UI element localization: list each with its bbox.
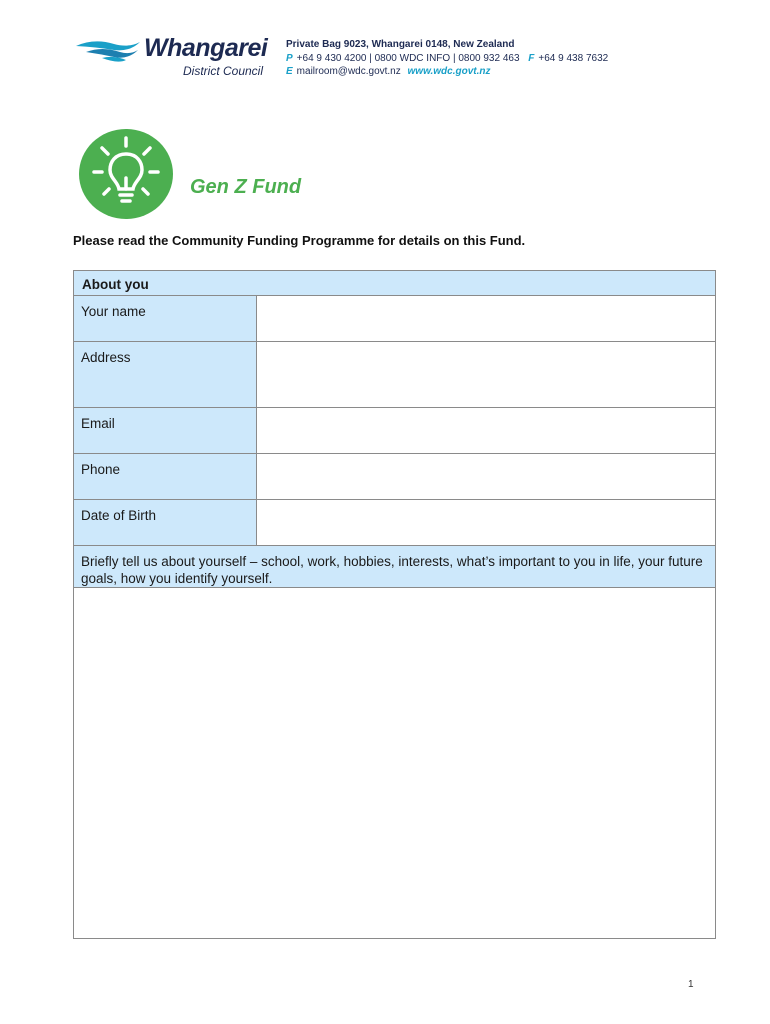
fax-number: +64 9 438 7632 [538, 52, 609, 64]
section-header-row [74, 271, 716, 296]
about-you-form [73, 270, 716, 939]
section-title: About you [74, 271, 716, 296]
address-field[interactable] [257, 342, 716, 408]
fund-badge [78, 128, 174, 220]
lightbulb-icon [78, 128, 174, 220]
email-line [286, 65, 608, 79]
field-label-address: Address [74, 342, 257, 408]
logo-subtitle: District Council [183, 64, 264, 78]
about-answer-row [74, 588, 716, 939]
field-label-dob: Date of Birth [74, 500, 257, 546]
about-prompt: Briefly tell us about yourself – school, work, hobbies, interests, what’s important to you in life, your future goals, how you identify yourself. [74, 546, 716, 588]
intro-text: Please read the Community Funding Programme for details on this Fund. [73, 233, 526, 248]
field-row-address [74, 342, 716, 408]
field-row-email [74, 408, 716, 454]
field-row-phone [74, 454, 716, 500]
dob-field[interactable] [257, 500, 716, 546]
name-field[interactable] [257, 296, 716, 342]
contact-block [286, 38, 608, 79]
field-row-dob [74, 500, 716, 546]
email-address[interactable]: mailroom@wdc.govt.nz [296, 66, 401, 77]
postal-address: Private Bag 9023, Whangarei 0148, New Zealand [286, 39, 515, 50]
field-label-phone: Phone [74, 454, 257, 500]
fax-label: F [528, 52, 535, 64]
page-number: 1 [688, 979, 694, 990]
about-prompt-row [74, 546, 716, 588]
email-field[interactable] [257, 408, 716, 454]
phone-field[interactable] [257, 454, 716, 500]
phone-label: P [286, 52, 293, 64]
phone-number: +64 9 430 4200 | 0800 WDC INFO | 0800 932 463 [296, 52, 520, 64]
phone-line [286, 52, 608, 66]
page-title: Gen Z Fund [190, 176, 302, 198]
field-label-email: Email [74, 408, 257, 454]
council-logo [74, 34, 274, 84]
website-link[interactable]: www.wdc.govt.nz [407, 66, 491, 77]
field-label-name: Your name [74, 296, 257, 342]
email-label: E [286, 66, 293, 77]
wave-logo-icon [74, 36, 144, 66]
logo-wordmark: Whangarei [144, 34, 268, 62]
field-row-name [74, 296, 716, 342]
about-answer-field[interactable] [74, 588, 716, 939]
